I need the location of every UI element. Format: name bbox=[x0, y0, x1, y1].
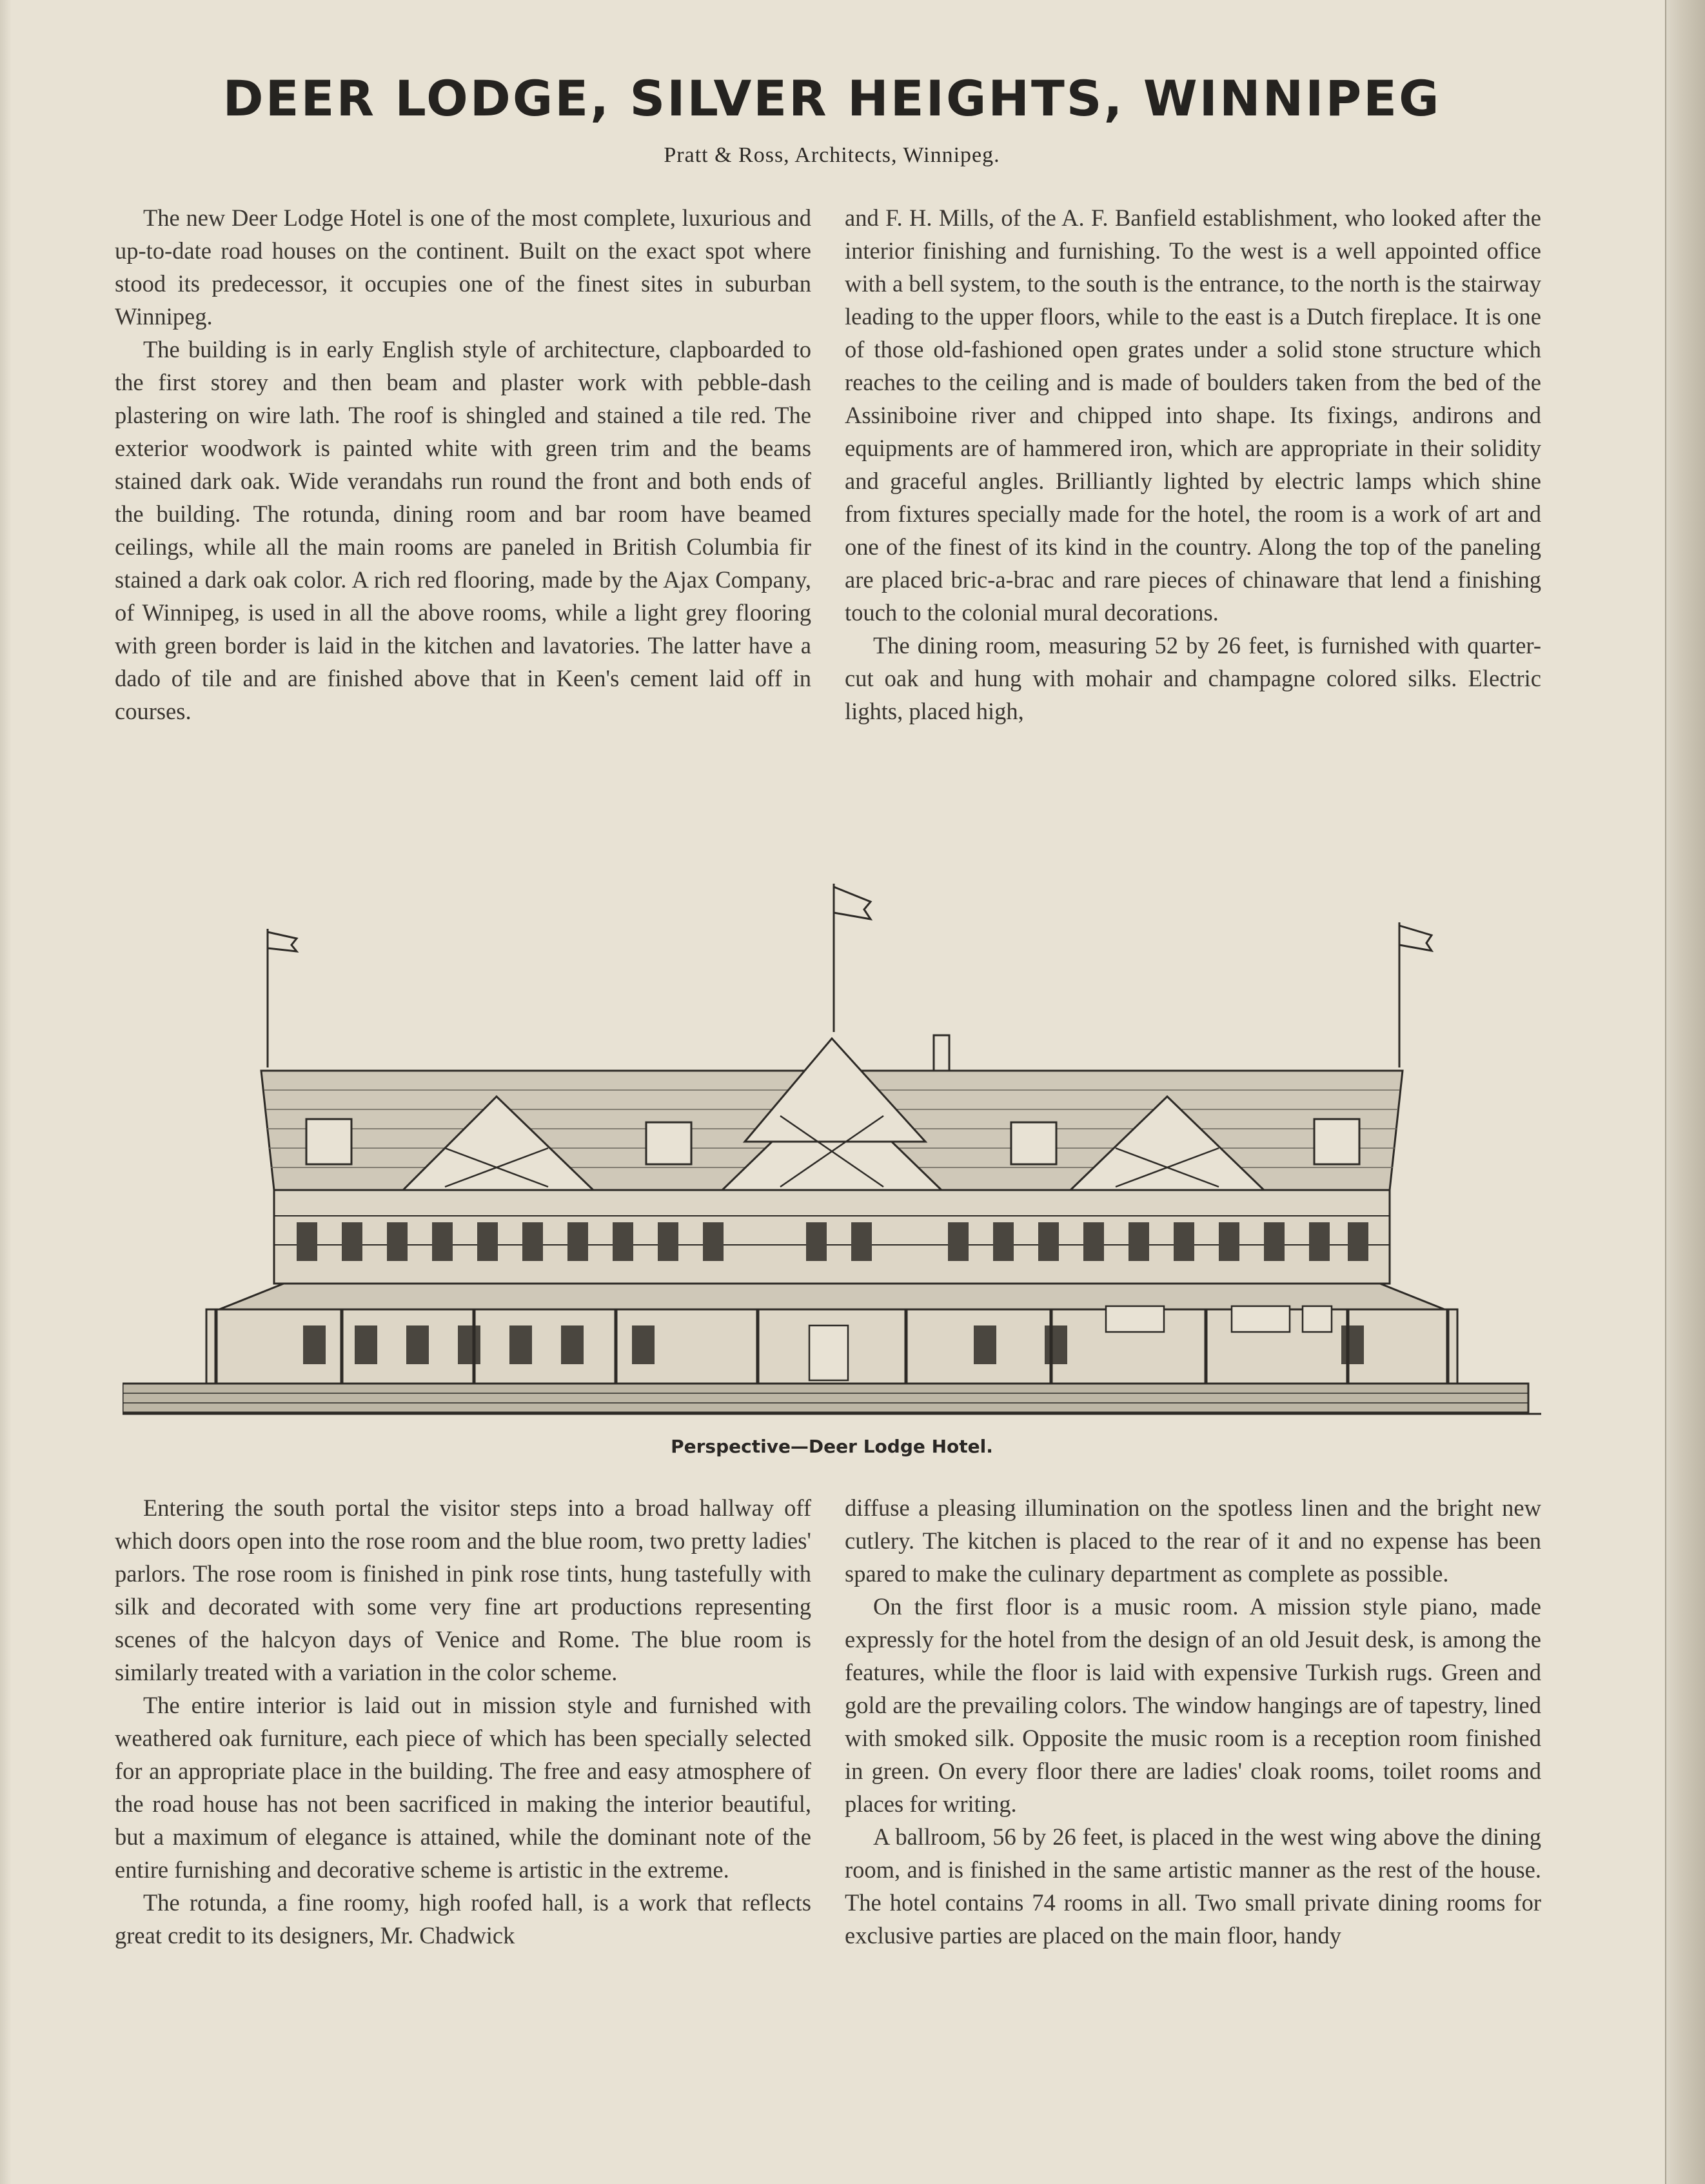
paragraph: On the first floor is a music room. A mission style piano, made expressly for the hotel from the design of an old Jesuit desk, is among the features, while the floor is laid with expensive Turkish rugs. Green and gold are the prevailing colors. The window hangings are of tapestry, lined with smoked silk. Opposite the music room is a reception room finished in green. On every floor there are ladies' cloak rooms, toilet rooms and places for writing. bbox=[845, 1593, 1541, 1817]
column-top-right bbox=[845, 201, 1541, 728]
paragraph: A ballroom, 56 by 26 feet, is placed in the west wing above the dining room, and is finished in the same artistic manner as the rest of the house. The hotel contains 74 rooms in all. Two small private dining rooms for exclusive parties are placed on the main floor, handy bbox=[845, 1823, 1541, 1949]
hotel-illustration bbox=[123, 884, 1541, 1432]
paragraph: diffuse a pleasing illumination on the spotless linen and the bright new cutlery. The kitchen is placed to the rear of it and no expense has been spared to make the culinary department as complete as possible. bbox=[845, 1494, 1541, 1587]
paragraph: The new Deer Lodge Hotel is one of the most complete, luxurious and up-to-date road houses on the continent. Built on the exact spot where stood its predecessor, it occupies one of the finest sites in suburban Winnipeg. bbox=[115, 204, 811, 330]
paragraph: The building is in early English style of architecture, clapboarded to the first storey and then beam and plaster work with pebble-dash plastering on wire lath. The roof is shingled and stained a tile red. The exterior woodwork is painted white with green trim and the beams stained dark oak. Wide verandahs run round the front and both ends of the building. The rotunda, dining room and bar room have beamed ceilings, while all the main rooms are paneled in British Columbia fir stained a dark oak color. A rich red flooring, made by the Ajax Company, of Winnipeg, is used in all the above rooms, while a light grey flooring with green border is laid in the kitchen and lavatories. The latter have a dado of tile and are finished above that in Keen's cement laid off in courses. bbox=[115, 336, 811, 724]
article-byline: Pratt & Ross, Architects, Winnipeg. bbox=[664, 143, 1000, 167]
page-edge-right bbox=[1665, 0, 1705, 2184]
paragraph: The dining room, measuring 52 by 26 feet, is furnished with quarter-cut oak and hung with mohair and champagne colored silks. Electric lights, placed high, bbox=[845, 632, 1541, 724]
page-edge-left bbox=[0, 0, 12, 2184]
paragraph: The rotunda, a fine roomy, high roofed hall, is a work that reflects great credit to its designers, Mr. Chadwick bbox=[115, 1889, 811, 1949]
paragraph: Entering the south portal the visitor steps into a broad hallway off which doors open into the rose room and the blue room, two pretty ladies' parlors. The rose room is finished in pink rose tints, hung tastefully with silk and decorated with some very fine art productions representing scenes of the halcyon days of Venice and Rome. The blue room is similarly treated with a variation in the color scheme. bbox=[115, 1494, 811, 1685]
illustration-caption: Perspective—Deer Lodge Hotel. bbox=[671, 1436, 993, 1457]
column-bottom-right bbox=[845, 1491, 1541, 1952]
article-title: DEER LODGE, SILVER HEIGHTS, WINNIPEG bbox=[222, 70, 1441, 127]
paragraph: and F. H. Mills, of the A. F. Banfield establishment, who looked after the interior finishing and furnishing. To the west is a well appointed office with a bell system, to the south is the entrance, to the north is the stairway leading to the upper floors, while to the east is a Dutch fireplace. It is one of those old-fashioned open grates under a solid stone structure which reaches to the ceiling and is made of boulders taken from the bed of the Assiniboine river and chipped into shape. Its fixings, andirons and equipments are of hammered iron, which are appropriate in their solidity and graceful angles. Brilliantly lighted by electric lamps which shine from fixtures specially made for the hotel, the room is a work of art and one of the finest of its kind in the country. Along the top of the paneling are placed bric-a-brac and rare pieces of chinaware that lend a finishing touch to the colonial mural decorations. bbox=[845, 204, 1541, 626]
column-bottom-left bbox=[115, 1491, 811, 1952]
column-top-left bbox=[115, 201, 811, 728]
paragraph: The entire interior is laid out in mission style and furnished with weathered oak furniture, each piece of which has been specially selected for an appropriate place in the building. The free and easy atmosphere of the road house has not been sacrificed in making the interior beautiful, but a maximum of elegance is attained, while the dominant note of the entire furnishing and decorative scheme is artistic in the extreme. bbox=[115, 1692, 811, 1883]
